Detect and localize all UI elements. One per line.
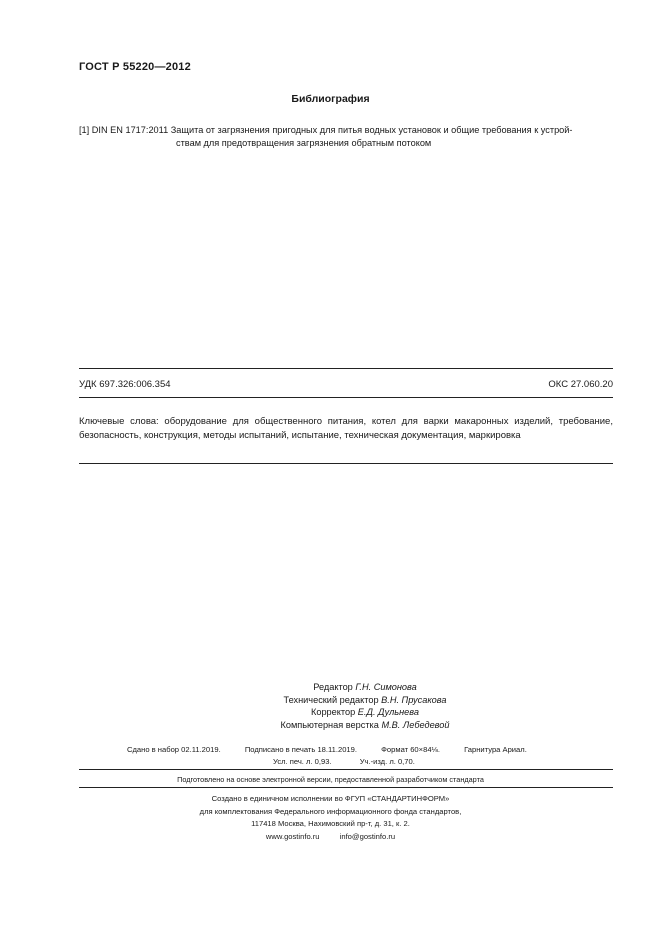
credits-block <box>200 681 530 731</box>
keywords-bottom-divider <box>79 463 613 464</box>
publication-top-divider <box>79 769 613 770</box>
publisher-line1: Создано в единичном исполнении во ФГУП «СТАНДАРТИНФОРМ» <box>211 794 450 803</box>
credit-editor <box>200 681 530 694</box>
credit-tech-editor-name: В.Н. Прусакова <box>381 694 447 705</box>
publisher-line2: для комплектования Федерального информационного фонда стандартов, <box>199 806 462 816</box>
credit-tech-editor <box>200 694 530 707</box>
credit-layout-role: Компьютерная верстка <box>280 719 379 730</box>
signed-date: Подписано в печать 18.11.2019. <box>244 745 357 754</box>
publisher-email-link[interactable]: info@gostinfo.ru <box>339 831 396 841</box>
bibliography-entry-line1: [1] DIN EN 1717:2011 Защита от загрязнения пригодных для питья водных установок и общие требования к устрой- <box>79 125 573 135</box>
udk-code: УДК 697.326:006.354 <box>79 379 171 390</box>
bibliography-title: Библиография <box>291 93 370 105</box>
publisher-contacts <box>0 831 661 844</box>
credit-corrector-role: Корректор <box>310 707 356 717</box>
typeface: Гарнитура Ариал. <box>464 745 527 754</box>
credit-layout-name: М.В. Лебедевой <box>381 719 450 730</box>
publication-bottom-divider <box>79 787 613 788</box>
pub-sheets: Уч.-изд. л. 0,70. <box>359 757 415 766</box>
document-code-header: ГОСТ Р 55220—2012 <box>79 61 191 73</box>
publication-row-2 <box>273 757 441 766</box>
top-divider <box>79 368 613 369</box>
credit-corrector <box>200 706 530 719</box>
credit-editor-name: Г.Н. Симонова <box>355 682 417 692</box>
credit-corrector-name: Е.Д. Дульнева <box>357 707 419 717</box>
middle-divider <box>79 397 613 398</box>
credit-tech-editor-role: Технический редактор <box>283 694 379 705</box>
publisher-block <box>0 793 661 843</box>
prepared-note: Подготовлено на основе электронной версии, предоставленной разработчиком стандарта <box>177 775 484 784</box>
publisher-line3: 117418 Москва, Нахимовский пр-т, д. 31, к. 2. <box>251 819 410 828</box>
keywords-text: Ключевые слова: оборудование для общественного питания, котел для варки макаронных изделий, требование, безопасность, конструкция, методы испытаний, испытание, техническая документация, маркировка <box>79 416 613 441</box>
print-sheets: Усл. печ. л. 0,93. <box>273 757 332 766</box>
set-date: Сдано в набор 02.11.2019. <box>127 745 221 754</box>
bibliography-entry-line2: ствам для предотвращения загрязнения обратным потоком <box>176 138 432 148</box>
oks-code: ОКС 27.060.20 <box>548 379 613 390</box>
credit-layout <box>200 719 530 732</box>
print-format: Формат 60×84⅛. <box>381 745 440 754</box>
publication-row-1 <box>127 745 549 754</box>
publisher-website-link[interactable]: www.gostinfo.ru <box>265 831 320 841</box>
bibliography-entry <box>79 124 613 150</box>
credit-editor-role: Редактор <box>313 682 353 692</box>
